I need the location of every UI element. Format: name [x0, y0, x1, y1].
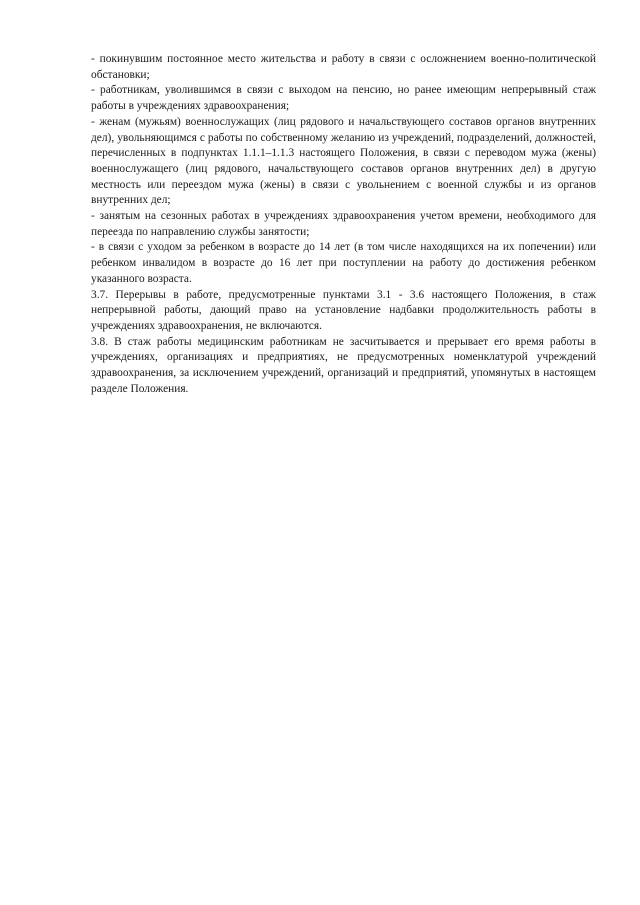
paragraph-childcare: - в связи с уходом за ребенком в возрасте до 14 лет (в том числе находящихся на их попечении) или ребенком инвалидом в возрасте до 16 лет при поступлении на работу до достижения ребенком указанного возраста.: [91, 241, 596, 285]
paragraph-pensioners: - работникам, уволившимся в связи с выходом на пенсию, но ранее имеющим непрерывный стаж работы в учреждениях здравоохранения;: [91, 84, 596, 113]
paragraph-section-3-7: 3.7. Перерывы в работе, предусмотренные пунктами 3.1 - 3.6 настоящего Положения, в стаж непрерывной работы, дающий право на установление надбавки продолжительность работы в учреждениях здравоохранения, не включаются.: [91, 288, 596, 332]
paragraph-displaced-persons: - покинувшим постоянное место жительства и работу в связи с осложнением военно-политической обстановки;: [91, 53, 596, 81]
paragraph-section-3-8: 3.8. В стаж работы медицинским работникам не засчитывается и прерывает его время работы в учреждениях, организациях и предприятиях, не предусмотренных номенклатурой учреждений здравоохранения, за исключением учреждений, организаций и предприятий, упомянутых в настоящем разделе Положения.: [91, 335, 596, 395]
document-text-block: [91, 52, 596, 397]
paragraph-military-spouses: - женам (мужьям) военнослужащих (лиц рядового и начальствующего составов органов внутренних дел), увольняющимся с работы по собственному желанию из учреждений, подразделений, должностей, перечисленных в подпунктах 1.1.1–1.1.3 настоящего Положения, в связи с переводом мужа (жены) военнослужащего (лиц рядового, начальствующего составов органов внутренних дел) в другую местность или переездом мужа (жены) в связи с увольнением с военной службы и из органов внутренних дел;: [91, 115, 596, 207]
paragraph-seasonal-workers: - занятым на сезонных работах в учреждениях здравоохранения учетом времени, необходимого для переезда по направлению службы занятости;: [91, 210, 596, 238]
